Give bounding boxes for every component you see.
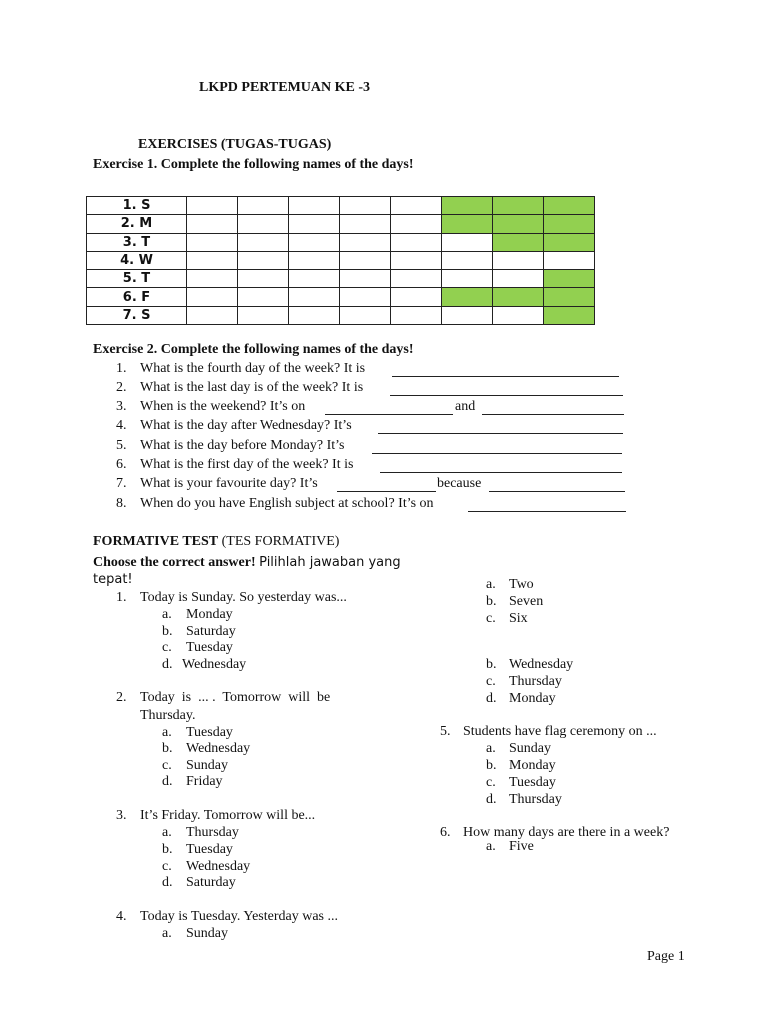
option-letter: c. <box>162 859 172 874</box>
option-letter: b. <box>486 758 497 773</box>
blank-cell[interactable] <box>187 288 238 306</box>
blank-cell[interactable] <box>187 215 238 233</box>
option-text[interactable]: Thursday <box>186 825 239 840</box>
blank-cell[interactable] <box>238 233 289 251</box>
option-text[interactable]: Wednesday <box>182 657 247 672</box>
question-number: 5. <box>116 438 127 453</box>
option-letter: c. <box>162 640 172 655</box>
formative-heading-rest: (TES FORMATIVE) <box>221 534 340 549</box>
green-cell <box>442 197 493 215</box>
blank-cell[interactable] <box>238 306 289 324</box>
blank-cell[interactable] <box>238 197 289 215</box>
question-text: It’s Friday. Tomorrow will be... <box>140 808 316 823</box>
question-text: What is the fourth day of the week? It is <box>140 361 366 376</box>
day-label: 6. F <box>87 288 187 306</box>
option-text[interactable]: Two <box>509 577 534 592</box>
question-text: What is your favourite day? It’s <box>140 476 318 491</box>
blank-cell[interactable] <box>238 215 289 233</box>
green-cell <box>493 197 544 215</box>
blank-cell[interactable] <box>289 197 340 215</box>
option-letter: b. <box>162 842 173 857</box>
days-table <box>86 196 595 325</box>
question-text-line2: Thursday. <box>140 708 196 723</box>
option-letter: d. <box>162 875 173 890</box>
question-text: Students have flag ceremony on ... <box>463 724 657 739</box>
formative-heading-bold: FORMATIVE TEST <box>93 534 219 549</box>
instruction-bold: Choose the correct answer! <box>93 555 256 570</box>
question-number: 2. <box>116 690 127 705</box>
answer-blank[interactable] <box>325 414 453 415</box>
option-text[interactable]: Wednesday <box>186 859 251 874</box>
blank-cell[interactable] <box>391 215 442 233</box>
instruction-rest: Pilihlah jawaban yang <box>259 555 401 570</box>
blank-cell[interactable] <box>289 251 340 269</box>
option-text[interactable]: Monday <box>509 691 556 706</box>
question-text: because <box>437 476 482 491</box>
green-cell <box>493 288 544 306</box>
blank-cell[interactable] <box>340 306 391 324</box>
option-text[interactable]: Sunday <box>186 758 228 773</box>
option-letter: a. <box>162 607 172 622</box>
green-cell <box>493 215 544 233</box>
blank-cell[interactable] <box>187 251 238 269</box>
option-text[interactable]: Thursday <box>509 792 562 807</box>
question-text: and <box>455 399 476 414</box>
table-row <box>87 306 595 324</box>
blank-cell[interactable] <box>187 306 238 324</box>
option-letter: a. <box>162 926 172 941</box>
option-text[interactable]: Six <box>509 611 528 626</box>
blank-cell[interactable] <box>442 306 493 324</box>
answer-blank[interactable] <box>380 472 622 473</box>
option-text[interactable]: Seven <box>509 594 544 609</box>
blank-cell[interactable] <box>187 270 238 288</box>
option-text[interactable]: Friday <box>186 774 223 789</box>
day-label: 1. S <box>87 197 187 215</box>
option-text[interactable]: Tuesday <box>509 775 556 790</box>
option-letter: d. <box>162 657 173 672</box>
question-text: When is the weekend? It’s on <box>140 399 306 414</box>
day-label: 3. T <box>87 233 187 251</box>
question-text: Today is Sunday. So yesterday was... <box>140 590 347 605</box>
question-number: 7. <box>116 476 127 491</box>
blank-cell[interactable] <box>340 288 391 306</box>
green-cell <box>442 288 493 306</box>
option-letter: b. <box>162 624 173 639</box>
blank-cell[interactable] <box>289 233 340 251</box>
green-cell <box>544 288 595 306</box>
instruction-rest-line2: tepat! <box>93 572 133 587</box>
question-text: What is the day after Wednesday? It’s <box>140 418 352 433</box>
table-row <box>87 288 595 306</box>
blank-cell[interactable] <box>493 270 544 288</box>
blank-cell[interactable] <box>187 197 238 215</box>
option-letter: c. <box>162 758 172 773</box>
blank-cell[interactable] <box>442 251 493 269</box>
blank-cell[interactable] <box>187 233 238 251</box>
green-cell <box>544 233 595 251</box>
option-letter: a. <box>486 839 496 854</box>
page-title: LKPD PERTEMUAN KE -3 <box>199 80 371 95</box>
blank-cell[interactable] <box>391 233 442 251</box>
option-letter: d. <box>486 691 497 706</box>
option-text[interactable]: Tuesday <box>186 640 233 655</box>
option-letter: b. <box>162 741 173 756</box>
blank-cell[interactable] <box>544 251 595 269</box>
blank-cell[interactable] <box>391 306 442 324</box>
blank-cell[interactable] <box>493 251 544 269</box>
blank-cell[interactable] <box>493 306 544 324</box>
page-number: Page 1 <box>647 949 685 964</box>
green-cell <box>442 215 493 233</box>
option-letter: b. <box>486 594 497 609</box>
option-text[interactable]: Wednesday <box>186 741 251 756</box>
question-text: What is the day before Monday? It’s <box>140 438 345 453</box>
blank-cell[interactable] <box>289 288 340 306</box>
question-number: 4. <box>116 418 127 433</box>
blank-cell[interactable] <box>340 197 391 215</box>
option-letter: c. <box>486 674 496 689</box>
option-letter: d. <box>486 792 497 807</box>
instruction <box>93 555 401 571</box>
question-number: 5. <box>440 724 451 739</box>
day-label: 4. W <box>87 251 187 269</box>
table-row <box>87 233 595 251</box>
blank-cell[interactable] <box>391 288 442 306</box>
question-text: What is the last day is of the week? It is <box>140 380 364 395</box>
blank-cell[interactable] <box>340 251 391 269</box>
green-cell <box>544 215 595 233</box>
blank-cell[interactable] <box>340 270 391 288</box>
formative-heading <box>93 534 339 550</box>
answer-blank[interactable] <box>489 491 625 492</box>
question-number: 6. <box>116 457 127 472</box>
day-label: 5. T <box>87 270 187 288</box>
answer-blank[interactable] <box>337 491 436 492</box>
exercise-2-title: Exercise 2. Complete the following names of the days! <box>93 342 414 357</box>
green-cell <box>544 197 595 215</box>
blank-cell[interactable] <box>340 233 391 251</box>
blank-cell[interactable] <box>391 251 442 269</box>
answer-blank[interactable] <box>392 376 619 377</box>
option-text[interactable]: Five <box>509 839 534 854</box>
option-letter: c. <box>486 775 496 790</box>
answer-blank[interactable] <box>378 433 623 434</box>
table-row <box>87 215 595 233</box>
option-letter: d. <box>162 774 173 789</box>
option-text[interactable]: Saturday <box>186 875 236 890</box>
option-letter: a. <box>162 825 172 840</box>
blank-cell[interactable] <box>391 197 442 215</box>
blank-cell[interactable] <box>289 306 340 324</box>
question-number: 6. <box>440 825 451 840</box>
exercises-heading: EXERCISES (TUGAS-TUGAS) <box>138 137 332 152</box>
table-row <box>87 251 595 269</box>
question-number: 4. <box>116 909 127 924</box>
question-number: 3. <box>116 808 127 823</box>
table-row <box>87 197 595 215</box>
answer-blank[interactable] <box>468 511 626 512</box>
answer-blank[interactable] <box>390 395 623 396</box>
day-label: 7. S <box>87 306 187 324</box>
option-letter: c. <box>486 611 496 626</box>
option-letter: a. <box>486 741 496 756</box>
green-cell <box>544 306 595 324</box>
option-letter: a. <box>486 577 496 592</box>
blank-cell[interactable] <box>238 270 289 288</box>
option-letter: a. <box>162 725 172 740</box>
option-text[interactable]: Monday <box>186 607 233 622</box>
blank-cell[interactable] <box>238 288 289 306</box>
blank-cell[interactable] <box>442 233 493 251</box>
day-label: 2. M <box>87 215 187 233</box>
green-cell <box>544 270 595 288</box>
question-number: 8. <box>116 496 127 511</box>
question-number: 1. <box>116 361 127 376</box>
blank-cell[interactable] <box>442 270 493 288</box>
option-text[interactable]: Monday <box>509 758 556 773</box>
table-row <box>87 270 595 288</box>
option-text[interactable]: Thursday <box>509 674 562 689</box>
blank-cell[interactable] <box>391 270 442 288</box>
green-cell <box>493 233 544 251</box>
blank-cell[interactable] <box>238 251 289 269</box>
blank-cell[interactable] <box>289 215 340 233</box>
option-text[interactable]: Tuesday <box>186 725 233 740</box>
option-text[interactable]: Tuesday <box>186 842 233 857</box>
question-text: When do you have English subject at school? It’s on <box>140 496 434 511</box>
question-number: 3. <box>116 399 127 414</box>
question-text: Today is ... . Tomorrow will be <box>140 690 331 705</box>
blank-cell[interactable] <box>340 215 391 233</box>
option-text[interactable]: Wednesday <box>509 657 574 672</box>
blank-cell[interactable] <box>289 270 340 288</box>
question-number: 2. <box>116 380 127 395</box>
exercise-1-title: Exercise 1. Complete the following names of the days! <box>93 157 414 172</box>
option-text[interactable]: Saturday <box>186 624 236 639</box>
question-text: Today is Tuesday. Yesterday was ... <box>140 909 339 924</box>
question-text: What is the first day of the week? It is <box>140 457 354 472</box>
answer-blank[interactable] <box>482 414 624 415</box>
option-letter: b. <box>486 657 497 672</box>
question-number: 1. <box>116 590 127 605</box>
option-text[interactable]: Sunday <box>509 741 551 756</box>
question-text: How many days are there in a week? <box>463 825 670 840</box>
option-text[interactable]: Sunday <box>186 926 228 941</box>
answer-blank[interactable] <box>372 453 622 454</box>
